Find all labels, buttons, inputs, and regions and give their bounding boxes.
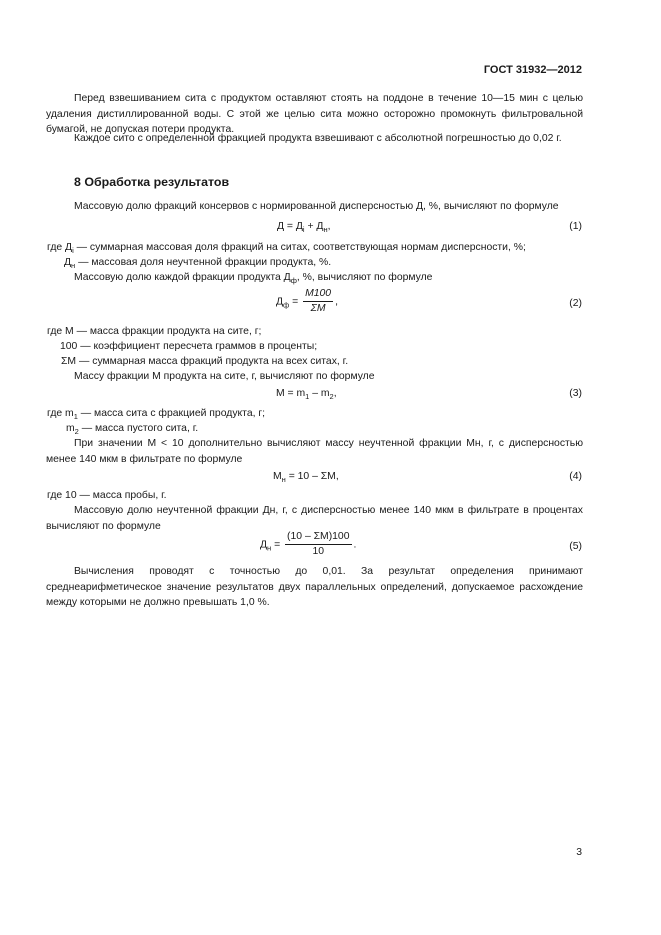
equation-number-3: (3)	[569, 388, 582, 399]
where-line-4: 100 — коэффициент пересчета граммов в проценты;	[60, 341, 318, 352]
equation-number-1: (1)	[569, 221, 582, 232]
formula-3: $M = m_1 - m_2$,	[276, 388, 337, 402]
equation-number-4: (4)	[569, 471, 582, 482]
where-line-3: где M — масса фракции продукта на сите, г;	[47, 326, 262, 337]
section-title: 8 Обработка результатов	[74, 175, 230, 189]
text-paragraph-4: При значении M < 10 дополнительно вычисляют массу неучтенной фракции Mн, г, с дисперсностью менее 140 мкм в фильтрате по формуле	[46, 438, 583, 465]
text-line-3: Массу фракции M продукта на сите, г, вычисляют по формуле	[74, 371, 375, 382]
where-line-1: где $Д_i$ — суммарная массовая доля фракций на ситах, соответствующая нормам дисперсности, %;	[47, 242, 526, 256]
formula-2: $Д_ф$ = $\frac{M100}{\Sigma M}$ ,	[276, 288, 338, 314]
fraction-5: $\frac{(10 - \Sigma M)100}{10}$	[287, 531, 350, 557]
where-line-7: $m_2$ — масса пустого сита, г.	[66, 423, 199, 437]
where-line-5: ΣM — суммарная масса фракций продукта на всех ситах, г.	[61, 356, 349, 367]
where-line-8: где 10 — масса пробы, г.	[47, 490, 167, 501]
equation-number-5: (5)	[569, 541, 582, 552]
where-line-2: $Д_н$ — массовая доля неучтенной фракции продукта, %.	[64, 257, 332, 271]
text-line-1: Массовую долю фракций консервов с нормированной дисперсностью Д, %, вычисляют по формуле	[74, 201, 559, 212]
equation-number-2: (2)	[569, 298, 582, 309]
intro-paragraph-1: Перед взвешиванием сита с продуктом оставляют стоять на поддоне в течение 10—15 мин с целью удаления дистиллированной воды. С этой же целью сита можно осторожно промокнуть фильтровальной бумагой, не допуская потери продукта.	[46, 93, 583, 136]
formula-1: $Д = Д_i + Д_н$,	[277, 221, 331, 235]
conclusion-paragraph: Вычисления проводят с точностью до 0,01. За результат определения принимают среднеарифметическое значение результатов двух параллельных определений, допускаемое расхождение между которыми не должно превышать 1,0 %.	[46, 566, 583, 609]
intro-paragraph-2: Каждое сито с определенной фракцией продукта взвешивают с абсолютной погрешностью до 0,02 г.	[74, 133, 562, 144]
page-number: 3	[576, 847, 582, 858]
where-line-6: где $m_1$ — масса сита с фракцией продукта, г;	[47, 408, 266, 422]
formula-4: $M_н = 10 - \Sigma M$,	[273, 471, 339, 485]
document-header: ГОСТ 31932—2012	[483, 64, 582, 76]
formula-5: $Д_н$ = $\frac{(10 - \Sigma M)100}{10}$ .	[260, 531, 357, 557]
text-line-2: Массовую долю каждой фракции продукта $Д_ф$, %, вычисляют по формуле	[74, 272, 433, 286]
text-paragraph-5: Массовую долю неучтенной фракции Дн, г, с дисперсностью менее 140 мкм в фильтрате в процентах вычисляют по формуле	[46, 505, 583, 532]
fraction-2: $\frac{M100}{\Sigma M}$	[305, 288, 332, 314]
